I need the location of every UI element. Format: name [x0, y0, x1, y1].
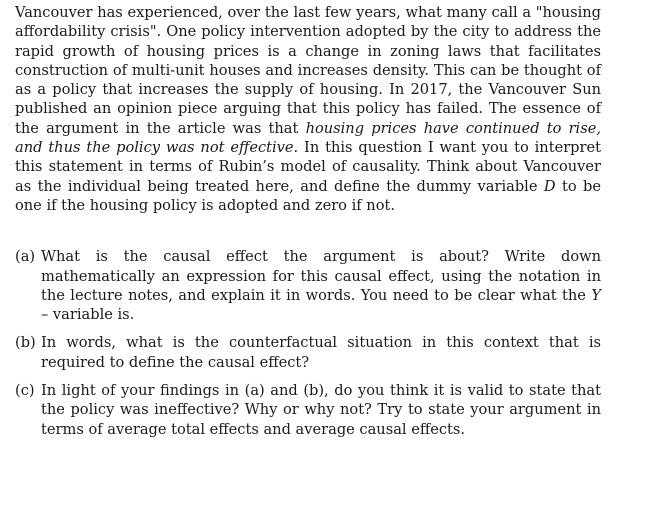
intro-emphasis: housing prices have continued to rise, and thus the policy was not effective.	[15, 119, 601, 157]
variable-d: D	[543, 177, 556, 195]
question-c-label: (c)	[15, 382, 35, 400]
question-a	[15, 247, 601, 324]
document	[15, 3, 601, 448]
variable-y: Y	[591, 286, 601, 304]
intro-text-3: to be one if the housing policy is adopted and zero if not.	[15, 177, 601, 214]
question-b-text: In words, what is the counterfactual situation in this context that is required to define the causal effect?	[41, 334, 601, 371]
question-list	[15, 247, 601, 439]
intro-paragraph	[15, 3, 601, 215]
question-b	[15, 333, 601, 372]
question-a-text-2: – variable is.	[41, 306, 135, 324]
intro-text-1: Vancouver has experienced, over the last few years, what many call a "housing affordability crisis". One policy intervention adopted by the city to address the rapid growth of housing prices is a change in zoning laws that facilitates construction of multi-unit houses and increases density. This can be thought of as a policy that increases the supply of housing. In 2017, the Vancouver Sun published an opinion piece arguing that this policy has failed. The essence of the argument in the article was that	[15, 4, 601, 137]
question-b-label: (b)	[15, 334, 36, 352]
question-c-text: In light of your findings in (a) and (b), do you think it is valid to state that the policy was ineffective? Why or why not? Try to state your argument in terms of average total effects and average causal effects.	[41, 382, 601, 438]
question-a-text-1: What is the causal effect the argument is about? Write down mathematically an expression for this causal effect, using the notation in the lecture notes, and explain it in words. You need to be clear what the	[41, 248, 601, 304]
question-a-label: (a)	[15, 248, 36, 266]
question-c	[15, 381, 601, 439]
intro-text-2: In this question I want you to interpret this statement in terms of Rubin’s model of causality. Think about Vancouver as the individual being treated here, and define the dummy variable	[15, 139, 601, 195]
